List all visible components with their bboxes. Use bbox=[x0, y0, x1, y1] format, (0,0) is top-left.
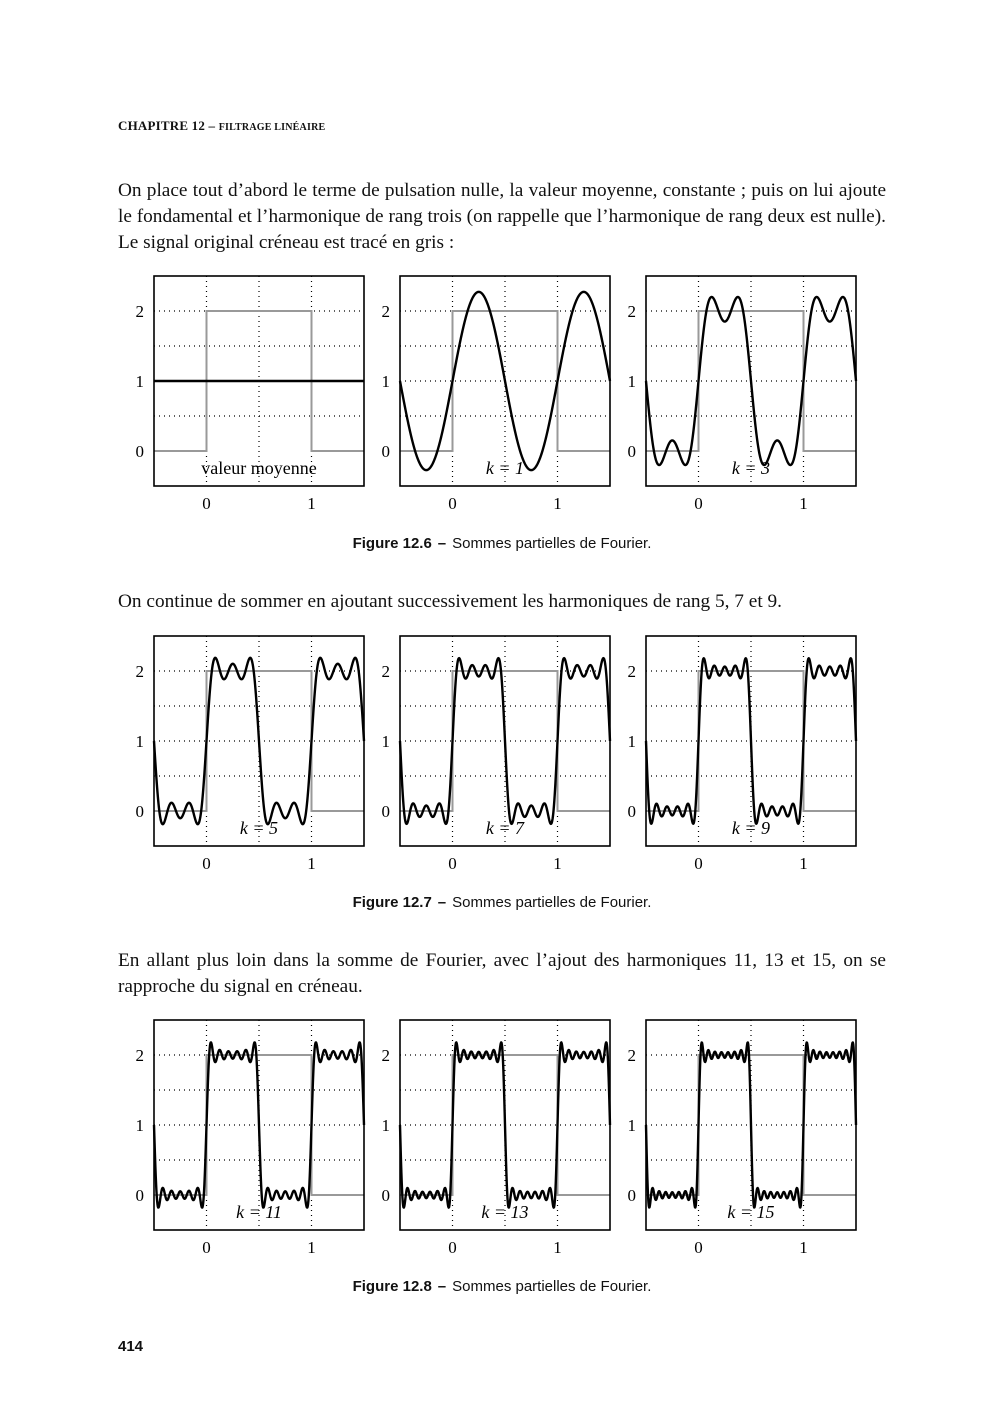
x-tick-label: 0 bbox=[202, 494, 211, 513]
plot-panel bbox=[628, 276, 857, 513]
x-tick-label: 0 bbox=[202, 854, 211, 873]
figure-12-8-caption bbox=[0, 1278, 1004, 1295]
partial-sum-line bbox=[154, 1042, 364, 1207]
y-tick-label: 0 bbox=[135, 802, 144, 821]
panel-annotation: valeur moyenne bbox=[201, 458, 317, 478]
caption-text: Sommes partielles de Fourier. bbox=[452, 894, 652, 911]
y-tick-label: 2 bbox=[135, 302, 144, 321]
x-tick-label: 1 bbox=[799, 1238, 808, 1257]
plot-panel bbox=[382, 636, 611, 873]
y-tick-label: 0 bbox=[381, 802, 390, 821]
x-tick-label: 1 bbox=[799, 854, 808, 873]
y-tick-label: 0 bbox=[627, 442, 636, 461]
y-tick-label: 1 bbox=[381, 732, 390, 751]
paragraph-2: On continue de sommer en ajoutant successivement les harmoniques de rang 5, 7 et 9. bbox=[118, 591, 782, 612]
x-tick-label: 1 bbox=[553, 1238, 562, 1257]
x-tick-label: 1 bbox=[307, 854, 316, 873]
paragraph-3: En allant plus loin dans la somme de Fourier, avec l’ajout des harmoniques 11, 13 et 15, on se rapproche du signal en créneau. bbox=[118, 950, 886, 997]
plot-panel bbox=[628, 636, 857, 873]
y-tick-label: 0 bbox=[135, 442, 144, 461]
panel-annotation: k = 11 bbox=[236, 1202, 282, 1222]
figure-12-6 bbox=[118, 270, 878, 520]
y-tick-label: 2 bbox=[627, 1046, 636, 1065]
panel-annotation: k = 13 bbox=[481, 1202, 529, 1222]
chapter-title: FILTRAGE LINÉAIRE bbox=[218, 122, 326, 133]
panel-annotation: k = 15 bbox=[727, 1202, 775, 1222]
header-separator: – bbox=[208, 118, 216, 133]
chapter-number: CHAPITRE 12 bbox=[118, 118, 206, 133]
panel-annotation: k = 9 bbox=[731, 818, 771, 838]
y-tick-label: 2 bbox=[381, 662, 390, 681]
y-tick-label: 0 bbox=[381, 1186, 390, 1205]
plot-panel bbox=[382, 276, 611, 513]
caption-dash: – bbox=[437, 535, 447, 552]
y-tick-label: 1 bbox=[627, 1116, 636, 1135]
x-tick-label: 0 bbox=[448, 854, 457, 873]
partial-sum-line bbox=[154, 658, 364, 824]
y-tick-label: 1 bbox=[381, 372, 390, 391]
y-tick-label: 1 bbox=[135, 732, 144, 751]
x-tick-label: 1 bbox=[799, 494, 808, 513]
figure-12-7 bbox=[118, 630, 878, 880]
x-tick-label: 1 bbox=[553, 494, 562, 513]
figure-12-6-caption bbox=[0, 535, 1004, 552]
x-tick-label: 1 bbox=[553, 854, 562, 873]
x-tick-label: 0 bbox=[694, 494, 703, 513]
partial-sum-line bbox=[400, 1042, 610, 1207]
figure-label: Figure 12.7 bbox=[352, 894, 432, 911]
partial-sum-line bbox=[646, 1043, 856, 1208]
y-tick-label: 2 bbox=[135, 662, 144, 681]
y-tick-label: 2 bbox=[627, 302, 636, 321]
figure-label: Figure 12.8 bbox=[352, 1278, 432, 1295]
y-tick-label: 2 bbox=[381, 1046, 390, 1065]
y-tick-label: 0 bbox=[627, 1186, 636, 1205]
y-tick-label: 2 bbox=[135, 1046, 144, 1065]
figure-12-7-plots bbox=[118, 630, 878, 880]
panel-annotation: k = 3 bbox=[731, 458, 771, 478]
x-tick-label: 0 bbox=[448, 494, 457, 513]
partial-sum-line bbox=[646, 297, 856, 465]
y-tick-label: 0 bbox=[135, 1186, 144, 1205]
y-tick-label: 1 bbox=[135, 1116, 144, 1135]
x-tick-label: 1 bbox=[307, 494, 316, 513]
paragraph-1: On place tout d’abord le terme de pulsation nulle, la valeur moyenne, constante ; puis on lui ajoute le fondamental et l’harmonique de rang trois (on rappelle que l’harmonique de rang deux est nulle). Le signal original créneau est tracé en gris : bbox=[118, 180, 886, 253]
y-tick-label: 2 bbox=[627, 662, 636, 681]
running-header bbox=[118, 118, 325, 134]
caption-text: Sommes partielles de Fourier. bbox=[452, 1278, 652, 1295]
y-tick-label: 2 bbox=[381, 302, 390, 321]
page-number: 414 bbox=[118, 1338, 144, 1355]
figure-12-7-caption bbox=[0, 894, 1004, 911]
caption-dash: – bbox=[437, 1278, 447, 1295]
figure-12-6-plots bbox=[118, 270, 878, 520]
plot-panel bbox=[628, 1020, 857, 1257]
x-tick-label: 1 bbox=[307, 1238, 316, 1257]
y-tick-label: 1 bbox=[627, 372, 636, 391]
y-tick-label: 0 bbox=[381, 442, 390, 461]
panel-annotation: k = 5 bbox=[239, 818, 279, 838]
plot-panel bbox=[382, 1020, 611, 1257]
y-tick-label: 0 bbox=[627, 802, 636, 821]
partial-sum-line bbox=[646, 658, 856, 824]
y-tick-label: 1 bbox=[381, 1116, 390, 1135]
caption-text: Sommes partielles de Fourier. bbox=[452, 535, 652, 552]
y-tick-label: 1 bbox=[627, 732, 636, 751]
x-tick-label: 0 bbox=[694, 1238, 703, 1257]
figure-12-8-plots bbox=[118, 1014, 878, 1264]
partial-sum-line bbox=[400, 292, 610, 470]
caption-dash: – bbox=[437, 894, 447, 911]
x-tick-label: 0 bbox=[448, 1238, 457, 1257]
y-tick-label: 1 bbox=[135, 372, 144, 391]
plot-panel bbox=[136, 636, 365, 873]
x-tick-label: 0 bbox=[202, 1238, 211, 1257]
x-tick-label: 0 bbox=[694, 854, 703, 873]
plot-panel bbox=[136, 1020, 365, 1257]
partial-sum-line bbox=[400, 658, 610, 824]
panel-annotation: k = 1 bbox=[485, 458, 525, 478]
figure-12-8 bbox=[118, 1014, 878, 1264]
panel-annotation: k = 7 bbox=[485, 818, 525, 838]
figure-label: Figure 12.6 bbox=[352, 535, 432, 552]
plot-panel bbox=[136, 276, 365, 513]
